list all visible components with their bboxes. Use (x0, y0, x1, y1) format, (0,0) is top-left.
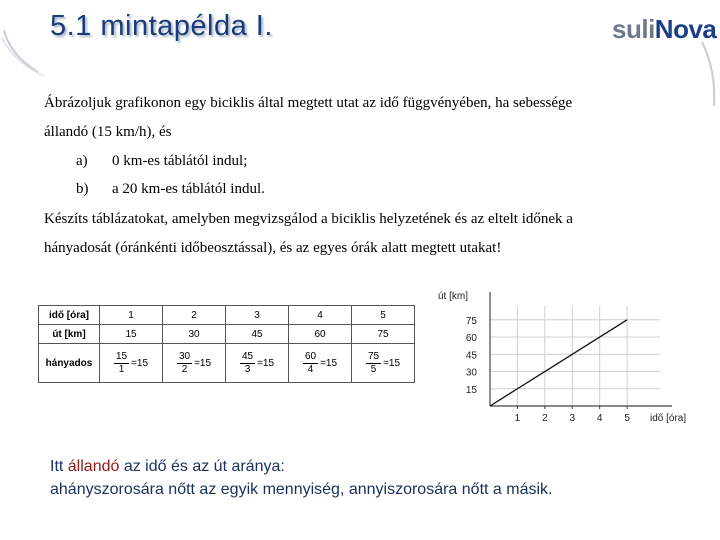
ratio-result: =15 (131, 357, 149, 369)
conclusion-line1 (50, 458, 285, 476)
table-cell: 5 (352, 306, 415, 325)
table-row-distance (39, 325, 415, 344)
problem-line4: hányadosát (óránkénti időbeosztással), és az egyes órák alatt megtett utakat! (44, 240, 502, 256)
ratio-cell (289, 344, 352, 383)
conclusion-post: az idő és az út aránya: (119, 458, 285, 475)
ratio-denominator: 2 (181, 363, 188, 375)
ratio-denominator: 4 (307, 363, 314, 375)
conclusion-line2: ahányszorosára nőtt az egyik mennyiség, annyiszorosára nőtt a másik. (50, 481, 553, 498)
ratio-header: hányados (39, 344, 100, 383)
ratio-numerator: 45 (241, 350, 254, 362)
ratio-cell (352, 344, 415, 383)
table-cell: 1 (100, 306, 163, 325)
logo-part1: suli (612, 14, 655, 44)
series-line (490, 320, 627, 406)
ratio-result: =15 (194, 357, 212, 369)
conclusion-pre: Itt (50, 458, 68, 475)
ratio-denominator: 1 (118, 363, 125, 375)
x-tick-label: 3 (569, 413, 576, 424)
x-tick-label: 4 (596, 413, 603, 424)
right-edge-swoosh (700, 40, 720, 110)
problem-line2: állandó (15 km/h), és (44, 124, 172, 140)
y-tick-label: 60 (465, 333, 477, 345)
item-a-text: 0 km-es táblától indul; (112, 153, 248, 169)
ratio-table (38, 305, 415, 383)
table-cell: 4 (289, 306, 352, 325)
chart-grid (490, 306, 660, 406)
ratio-cell (163, 344, 226, 383)
conclusion-highlight: állandó (67, 458, 120, 475)
item-b-label: b) (76, 181, 89, 197)
item-a-label: a) (76, 153, 88, 169)
distance-time-chart (430, 284, 710, 434)
ratio-numerator: 75 (367, 350, 380, 362)
item-b-text: a 20 km-es táblától indul. (112, 181, 265, 197)
ratio-denominator: 3 (244, 363, 251, 375)
ratio-numerator: 15 (115, 350, 128, 362)
y-axis-label: út [km] (438, 291, 469, 302)
ratio-denominator: 5 (370, 363, 377, 375)
table-cell: 45 (226, 325, 289, 344)
ratio-result: =15 (383, 357, 401, 369)
table-cell: 60 (289, 325, 352, 344)
page-title: 5.1 mintapélda I. (50, 10, 273, 42)
x-tick-label: 2 (542, 413, 548, 424)
ratio-numerator: 30 (178, 350, 191, 362)
table-cell: 2 (163, 306, 226, 325)
sulinova-logo (612, 14, 716, 45)
y-tick-label: 30 (465, 367, 477, 379)
y-tick-label: 45 (465, 350, 477, 362)
problem-line1: Ábrázoljuk grafikonon egy biciklis által megtett utat az idő függvényében, ha sebessége (44, 95, 573, 111)
chart-series (490, 320, 627, 406)
x-tick-label: 1 (514, 413, 521, 424)
table-cell: 30 (163, 325, 226, 344)
y-tick-label: 15 (465, 384, 477, 396)
table-cell: 3 (226, 306, 289, 325)
problem-line3: Készíts táblázatokat, amelyben megvizsgálod a biciklis helyzetének és az eltelt időnek a (44, 211, 573, 227)
ratio-cell (100, 344, 163, 383)
ratio-cell (226, 344, 289, 383)
table-row-ratio (39, 344, 415, 383)
table-row-time (39, 306, 415, 325)
time-header: idő [óra] (39, 306, 100, 325)
x-tick-label: 5 (624, 413, 630, 424)
y-tick-label: 75 (465, 315, 477, 327)
table-cell: 75 (352, 325, 415, 344)
logo-part2: Nova (654, 14, 717, 44)
ratio-result: =15 (257, 357, 275, 369)
x-axis-label: idő [óra] (650, 413, 687, 424)
ratio-result: =15 (320, 357, 338, 369)
distance-header: út [km] (39, 325, 100, 344)
ratio-numerator: 60 (304, 350, 317, 362)
table-cell: 15 (100, 325, 163, 344)
